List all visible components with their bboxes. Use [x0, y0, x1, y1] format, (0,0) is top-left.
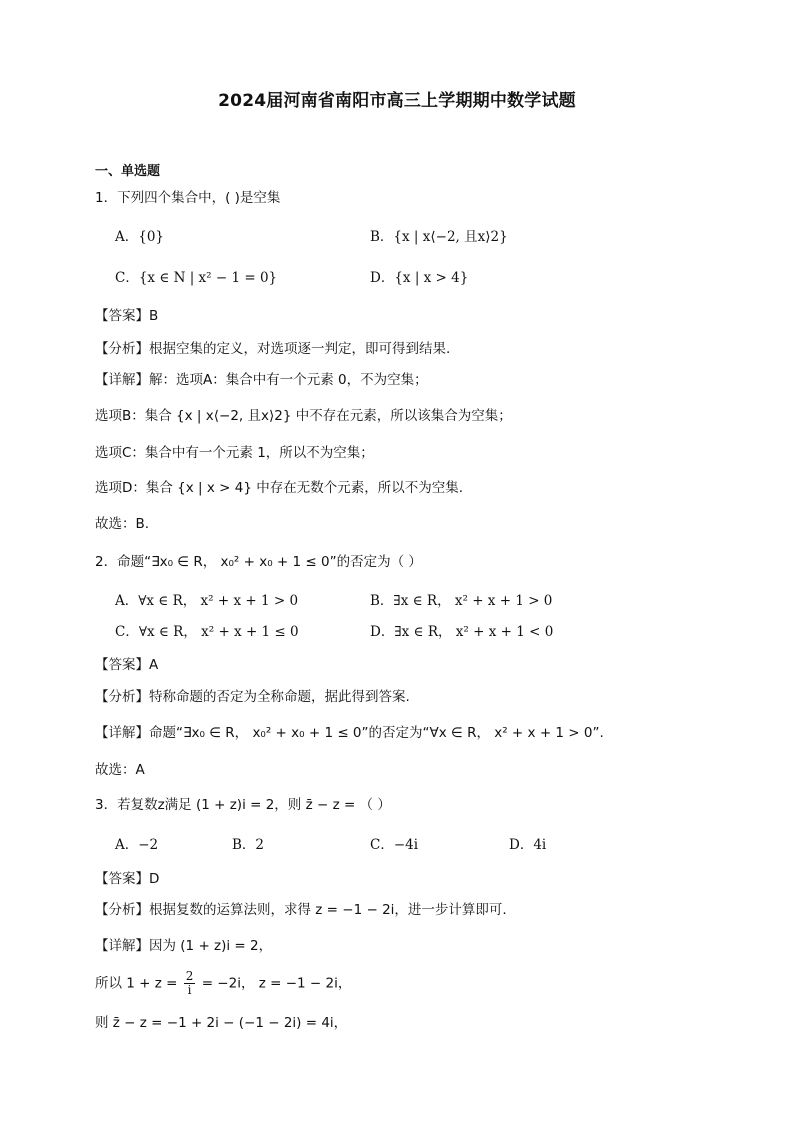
section-heading: 一、单选题	[95, 164, 161, 179]
q3-stem: 3．若复数z满足 (1 + z)i = 2，则 z̄ − z = （ ）	[95, 797, 391, 813]
q1-option-c: C．{x ∈ N | x² − 1 = 0}	[115, 270, 278, 286]
q1-detail-line: 【详解】解：选项A：集合中有一个元素 0，不为空集；	[95, 372, 428, 388]
q3-detail-line: 【详解】因为 (1 + z)i = 2，	[95, 938, 273, 954]
q3-detail-prefix: 所以 1 + z =	[95, 975, 178, 992]
q3-option-d: D．4i	[509, 837, 547, 853]
q1-analysis: 【分析】根据空集的定义，对选项逐一判定，即可得到结果.	[95, 341, 451, 357]
q1-detail-line: 选项C：集合中有一个元素 1，所以不为空集；	[95, 445, 374, 461]
q3-option-c: C．−4i	[370, 837, 419, 853]
q1-detail-line: 选项D：集合 {x | x > 4} 中存在无数个元素，所以不为空集.	[95, 480, 464, 496]
q3-detail-fraction-line	[95, 970, 351, 997]
q1-option-d: D．{x | x > 4}	[370, 270, 469, 286]
q2-option-b: B．∃x ∈ R， x² + x + 1 > 0	[370, 593, 553, 609]
q1-option-a: A．{0}	[115, 229, 165, 245]
q3-detail-line: 则 z̄ − z = −1 + 2i − (−1 − 2i) = 4i，	[95, 1015, 348, 1031]
q2-conclusion: 故选：A	[95, 762, 145, 778]
q2-stem: 2．命题“∃x₀ ∈ R， x₀² + x₀ + 1 ≤ 0”的否定为（ ）	[95, 554, 422, 570]
q1-answer: 【答案】B	[95, 308, 159, 324]
q3-detail-suffix: = −2i， z = −1 − 2i，	[201, 975, 352, 992]
fraction-numerator: 2	[185, 969, 194, 983]
q2-detail: 【详解】命题“∃x₀ ∈ R， x₀² + x₀ + 1 ≤ 0”的否定为“∀x ∈ R， x² + x + 1 > 0”.	[95, 725, 604, 741]
q1-stem: 1．下列四个集合中，( )是空集	[95, 190, 281, 206]
q1-conclusion: 故选：B.	[95, 516, 150, 532]
fraction	[184, 970, 196, 997]
q2-option-d: D．∃x ∈ R， x² + x + 1 < 0	[370, 624, 554, 640]
q2-option-a: A．∀x ∈ R， x² + x + 1 > 0	[115, 593, 299, 609]
q3-answer: 【答案】D	[95, 871, 160, 887]
page-title: 2024届河南省南阳市高三上学期期中数学试题	[218, 91, 576, 111]
q2-answer: 【答案】A	[95, 657, 159, 673]
q3-option-a: A．−2	[115, 837, 159, 853]
q2-analysis: 【分析】特称命题的否定为全称命题，据此得到答案.	[95, 689, 410, 705]
q1-option-b: B．{x | x⟨−2, 且x⟩2}	[370, 229, 508, 245]
q3-option-b: B．2	[232, 837, 265, 853]
fraction-denominator: i	[187, 983, 192, 997]
q2-option-c: C．∀x ∈ R， x² + x + 1 ≤ 0	[115, 624, 299, 640]
q3-analysis: 【分析】根据复数的运算法则，求得 z = −1 − 2i，进一步计算即可.	[95, 902, 507, 918]
q1-detail-line: 选项B：集合 {x | x⟨−2, 且x⟩2} 中不存在元素，所以该集合为空集；	[95, 408, 512, 424]
